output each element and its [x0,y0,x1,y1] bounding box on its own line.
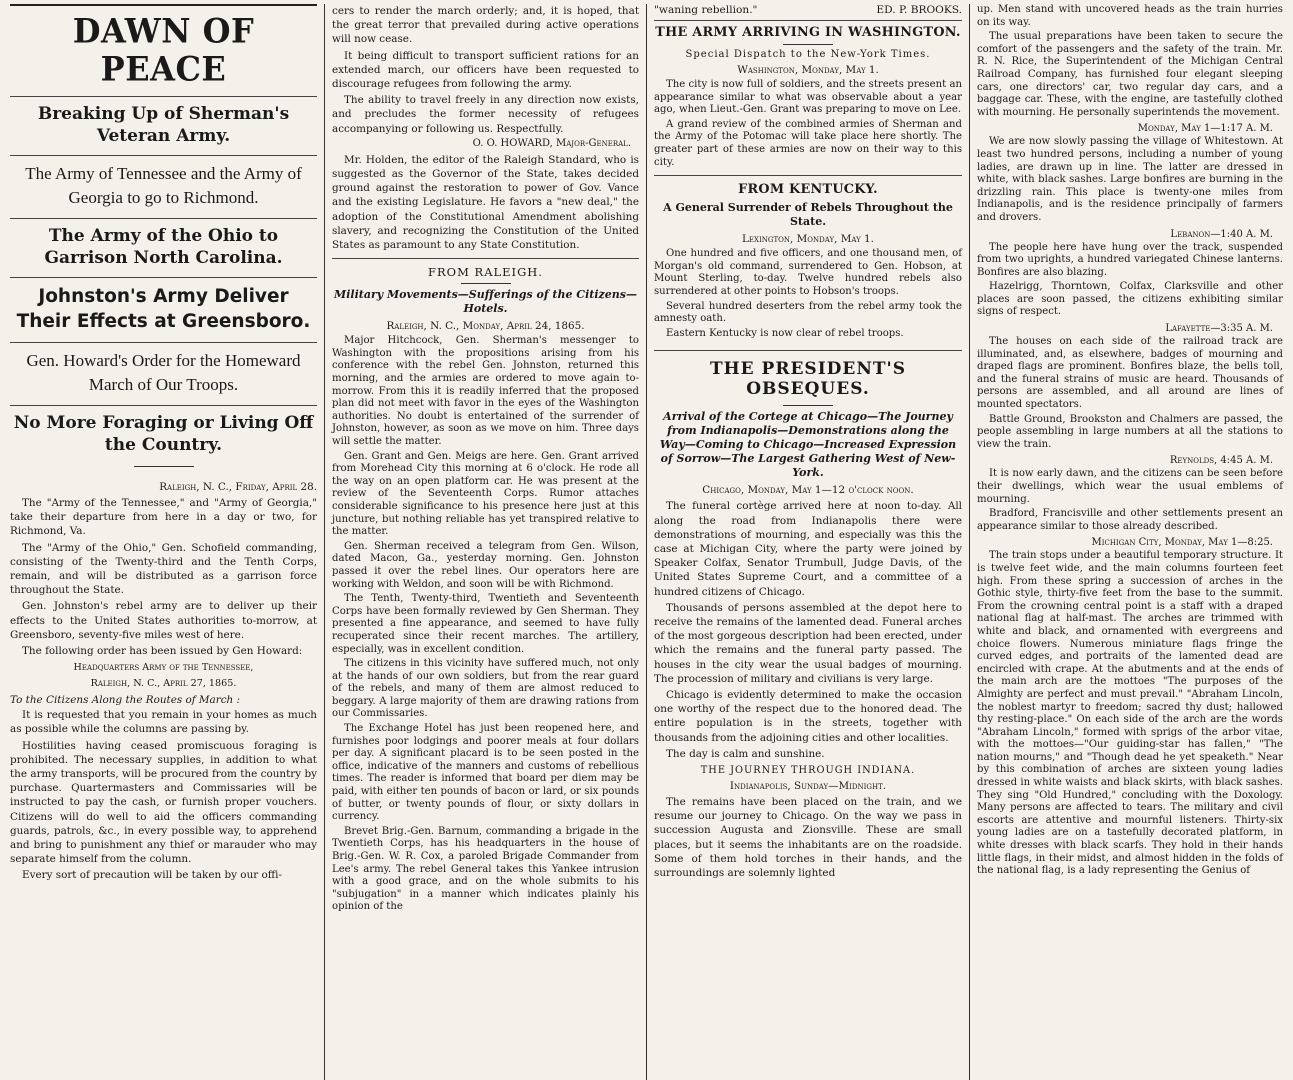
paragraph: It is requested that you remain in your homes as much as possible while the columns are passing by. [10,709,317,736]
time-stamp: Lebanon—1:40 A. M. [1170,228,1273,240]
paragraph: The "Army of the Ohio," Gen. Schofield commanding, consisting of the Twenty-third and the Tenth Corps, remain, and will be distributed as a garrison force throughout the State. [10,541,317,597]
paragraph: The following order has been issued by Gen Howard: [22,645,303,658]
paragraph: Bradford, Francisville and other settlements present an appearance similar to those already described. [977,508,1283,532]
dispatch-line: Special Dispatch to the New-York Times. [685,49,931,60]
column-4 [970,4,1290,1080]
paragraph: Brevet Brig.-Gen. Barnum, commanding a brigade in the Twentieth Corps, has his headquarters in the house of Brig.-Gen. W. R. Cox, a paroled Brigade Commander from Lee's army. The rebel General takes this Yankee intrusion with a good grace, and on the whole submits to his "subjugation" in a manner which indicates plainly his opinion of the [332,825,639,913]
headline-deck: The Army of Tennessee and the Army of Georgia to go to Richmond. [10,156,317,219]
column-3 [647,4,970,1080]
headline-deck: Gen. Howard's Order for the Homeward March of Our Troops. [10,343,317,406]
time-stamp: Michigan City, Monday, May 1—8:25. [1091,537,1273,549]
paragraph: A grand review of the combined armies of Sherman and the Army of the Potomac will take place here shortly. The greater part of these armies are now on their way to this city. [654,118,962,168]
paragraph: The "Army of the Tennessee," and "Army of Georgia," take their departure from here in a day or two, for Richmond, Va. [10,497,317,538]
time-stamp: Monday, May 1—1:17 A. M. [1137,123,1273,135]
signature: O. O. HOWARD, Major-General. [472,137,631,149]
dateline: Indianapolis, Sunday—Midnight. [729,779,887,792]
paragraph: The people here have hung over the track, suspended from two uprights, a hundred variegated Chinese lanterns. Bonfires are also blazing. [977,241,1283,278]
subsection-heading: THE JOURNEY THROUGH INDIANA. [700,764,916,776]
paragraph: The city is now full of soldiers, and the streets present an appearance similar to what was observable about a year ago, when Lieut.-Gen. Grant was preparing to move on Lee. [654,79,962,116]
paragraph: The usual preparations have been taken to secure the comfort of the passengers and the safety of the train. Mr. R. N. Rice, the Superintendent of the Michigan Central Railroad Company, has furnished four elegant sleeping cars, one directors' car, two regular day cars, and a baggage car. These, with the engine, are tastefully clothed with mourning. He personally superintends the movement. [977,31,1283,118]
paragraph: The houses on each side of the railroad track are illuminated, and, as elsewhere, badges of mourning and draped flags are prominent. Bonfires blaze, the bells toll, and the funeral strains of music are heard. Thousands of persons are assembled, and all around are lines of mounted spectators. [977,336,1283,411]
order-heading: Raleigh, N. C., April 27, 1865. [90,678,237,690]
top-rule [10,4,317,6]
paragraph: It being difficult to transport sufficient rations for an extended march, our officers have been requested to discourage refugees from following the army. [332,49,639,91]
paragraph: Thousands of persons assembled at the depot here to receive the remains of the lamented dead. Funeral arches of the most gorgeous description had been erected, under which the remains and the funeral party passed. The houses in the city wear the usual badges of mourning. The procession of military and civilians is very large. [654,601,962,685]
masthead-headline: DAWN OF PEACE [72,11,255,89]
paragraph: Hostilities having ceased promiscuous foraging is prohibited. The necessary supplies, in addition to what the army transports, will be procured from the country by purchase. Quartermasters and Commissaries will be instructed to pay the cash, or furnish proper vouchers. Citizens will do well to aid the officers commanding guards, patrols, &c., in every possible way, to apprehend and bring to punishment any thief or marauder who may separate himself from the column. [10,739,317,866]
paragraph: The Tenth, Twenty-third, Twentieth and Seventeenth Corps have been formally reviewed by Gen Sherman. They presented a fine appearance, and seemed to have fully recuperated since their recent marches. The artillery, especially, was in excellent condition. [332,593,639,655]
section-heading: FROM RALEIGH. [332,258,639,279]
paragraph: Every sort of precaution will be taken by our offi- [22,869,282,882]
paragraph: Gen. Johnston's rebel army are to deliver up their effects to the United States authorities to-morrow, at Greensboro, seventy-five miles west of here. [10,600,317,641]
paragraph: Chicago is evidently determined to make the occasion one worthy of the respect due to the honored dead. The entire population is in the streets, together with thousands from the adjoining cities and other localities. [654,688,962,744]
headline-deck: The Army of the Ohio to Garrison North Carolina. [10,219,317,278]
time-stamp: Lafayette—3:35 A. M. [1165,323,1273,335]
paragraph: We are now slowly passing the village of Whitestown. At least two hundred persons, including a number of young ladies, are drawn up in line. The latter are dressed in white, with black sashes. Large bonfires are burning in the drizzling rain. This place is twenty-one miles from Indianapolis, and is the residence principally of farmers and drovers. [977,136,1283,223]
column-top-line [654,4,962,16]
paragraph: up. Men stand with uncovered heads as the train hurries on its way. [977,4,1283,28]
divider [134,466,194,467]
section-heading: FROM KENTUCKY. [654,175,962,197]
paragraph: The train stops under a beautiful temporary structure. It is twelve feet wide, and the main columns fourteen feet high. From these spring a succession of arches in the Gothic style, thirty-five feet from the base to the summit. From the crowning central point is a staff with a draped national flag at half-mast. The arches are trimmed with white and black, and ornamented with evergreens and choice flowers. Numerous miniature flags fringe the curved edges, and portraits of the lamented dead are encircled with crape. At the abutments and at the ends of the main arch are the mottoes "The purposes of the Almighty are perfect and must prevail." "Abraham Lincoln, the noblest martyr to freedom; sacred thy dust; hallowed thy resting-place." On each side of the arch are the words "Abraham Lincoln," formed with sprigs of the arbor vitae, with the mottoes—"Our guiding-star has fallen," "The nation mourns," and "Though dead he yet speaketh." Near by this combination of arches are sixteen young ladies dressed in white waists and black skirts, with black sashes. They sing "Old Hundred," concluding with the Doxology. Many persons are affected to tears. The military and civil escorts are attentive and mournful listeners. Thirty-six young ladies are on a tastefully decorated platform, in white dresses with black scarfs. They hold in their hands little flags, in their midst, and almost hidden in the folds of the national flag, is a lady representing the Genius of [977,550,1283,877]
section-heading: THE ARMY ARRIVING IN WASHINGTON. [654,20,962,40]
paragraph: The remains have been placed on the train, and we resume our journey to Chicago. On the way we pass in succession Augusta and Zionsville. These are small places, but it seems the inhabitants are on the roadside. Some of them hold torches in their hands, and the surroundings are solemnly lighted [654,795,962,879]
headline-deck: Johnston's Army Deliver Their Effects at Greensboro. [10,278,317,343]
quote-fragment: "waning rebellion." [654,4,758,16]
paragraph: Gen. Grant and Gen. Meigs are here. Gen. Grant arrived from Morehead City this morning at 6 o'clock. He rode all the way on an open platform car. He was present at the review of the Seventeenth Corps. Rumor attaches considerable significance to his presence here just at this juncture, but nothing reliable has yet transpired relative to the matter. [332,450,639,538]
order-heading: Headquarters Army of the Tennessee, [73,662,254,674]
paragraph: The citizens in this vicinity have suffered much, not only at the hands of our own soldiers, but from the rear guard of the rebels, and many of them are almost reduced to beggary. A large majority of them are drawing rations from our Commissaries. [332,658,639,720]
dateline: Chicago, Monday, May 1—12 o'clock noon. [702,484,914,497]
column-2 [325,4,647,1080]
dateline: Washington, Monday, May 1. [737,64,879,76]
paragraph: cers to render the march orderly; and, it is hoped, that the great terror that prevailed during active operations will now cease. [332,5,639,46]
paragraph: Major Hitchcock, Gen. Sherman's messenger to Washington with the propositions arising from his conference with the rebel Gen. Johnston, returned this morning, and the armies are ordered to move again to-morrow. From this it is readily inferred that the proposed plan did not meet with favor in the eyes of the Washington authorities. No doubt is entertained of the surrender of Johnston, however, as soon as we move on him. Three days will settle the matter. [332,335,639,447]
section-heading: THE PRESIDENT'S OBSEQUES. [654,350,962,399]
byline: ED. P. BROOKS. [876,4,962,16]
column-1 [3,4,325,1080]
order-address: To the Citizens Along the Routes of March : [10,694,241,707]
time-stamp: Reynolds, 4:45 A. M. [1169,455,1273,467]
paragraph: Gen. Sherman received a telegram from Gen. Wilson, dated Macon, Ga., yesterday morning. Gen. Johnston passed it over the rebel lines. Our operators here are working with Weldon, and soon will be with Richmond. [332,540,639,590]
paragraph: The Exchange Hotel has just been reopened here, and furnishes poor lodgings and poorer meals at four dollars per day. A significant placard is to be seen posted in the office, indicative of the manners and customs of rebellious times. The reader is informed that board per diem may be paid, with either ten pounds of bacon or lard, or six pounds of butter, or twenty pounds of flour, or sixty dollars in currency. [332,723,639,823]
headline-deck: No More Foraging or Living Off the Country. [13,413,314,455]
paragraph: Battle Ground, Brookston and Chalmers are passed, the people assembling in large numbers at all the stations to view the train. [977,413,1283,450]
section-subheading: Arrival of the Cortege at Chicago—The Journey from Indianapolis—Demonstrations along the Way—Coming to Chicago—Increased Expression of Sorrow—The Largest Gathering West of New-York. [659,410,957,480]
dateline: Raleigh, N. C., Monday, April 24, 1865. [386,320,585,333]
paragraph: The day is calm and sunshine. [666,747,825,760]
section-subheading: A General Surrender of Rebels Throughout the State. [663,201,953,229]
section-subheading: Military Movements—Sufferings of the Citizens—Hotels. [334,288,637,316]
paragraph: Mr. Holden, the editor of the Raleigh Standard, who is suggested as the Governor of the State, takes decided ground against the restoration to power of Gov. Vance and the existing Legislature. He favors a "new deal," the adoption of the Constitutional Amendment abolishing slavery, and recognizing the Constitution of the United States as paramount to any State Constitution. [332,153,639,252]
paragraph: It is now early dawn, and the citizens can be seen before their dwellings, which wear the usual emblems of mourning. [977,468,1283,505]
paragraph: Hazelrigg, Thorntown, Colfax, Clarksville and other places are soon passed, the citizens exhibiting similar signs of respect. [977,281,1283,318]
divider [461,283,511,284]
dateline: Lexington, Monday, May 1. [742,233,874,246]
dateline: Raleigh, N. C., Friday, April 28. [159,481,317,493]
paragraph: Several hundred deserters from the rebel army took the amnesty oath. [654,300,962,325]
headline-deck: Breaking Up of Sherman's Veteran Army. [10,96,317,156]
paragraph: One hundred and five officers, and one thousand men, of Morgan's old command, surrendered to Gen. Hobson, at Mount Sterling, to-day. Twelve hundred rebels also surrendered at other points to Hobson's troops. [654,248,962,297]
paragraph: The ability to travel freely in any direction now exists, and precludes the former necessity of refugees accompanying or following us. Respectfully. [332,94,639,135]
paragraph: The funeral cortège arrived here at noon to-day. All along the road from Indianapolis there were demonstrations of mourning, and especially was this the case at Michigan City, where the party were joined by Speaker Colfax, Senator Trumbull, Judge Davis, of the United States Supreme Court, and a committee of a hundred citizens of Chicago. [654,500,962,598]
paragraph: Eastern Kentucky is now clear of rebel troops. [666,327,904,339]
divider [783,405,833,406]
divider [783,44,833,45]
